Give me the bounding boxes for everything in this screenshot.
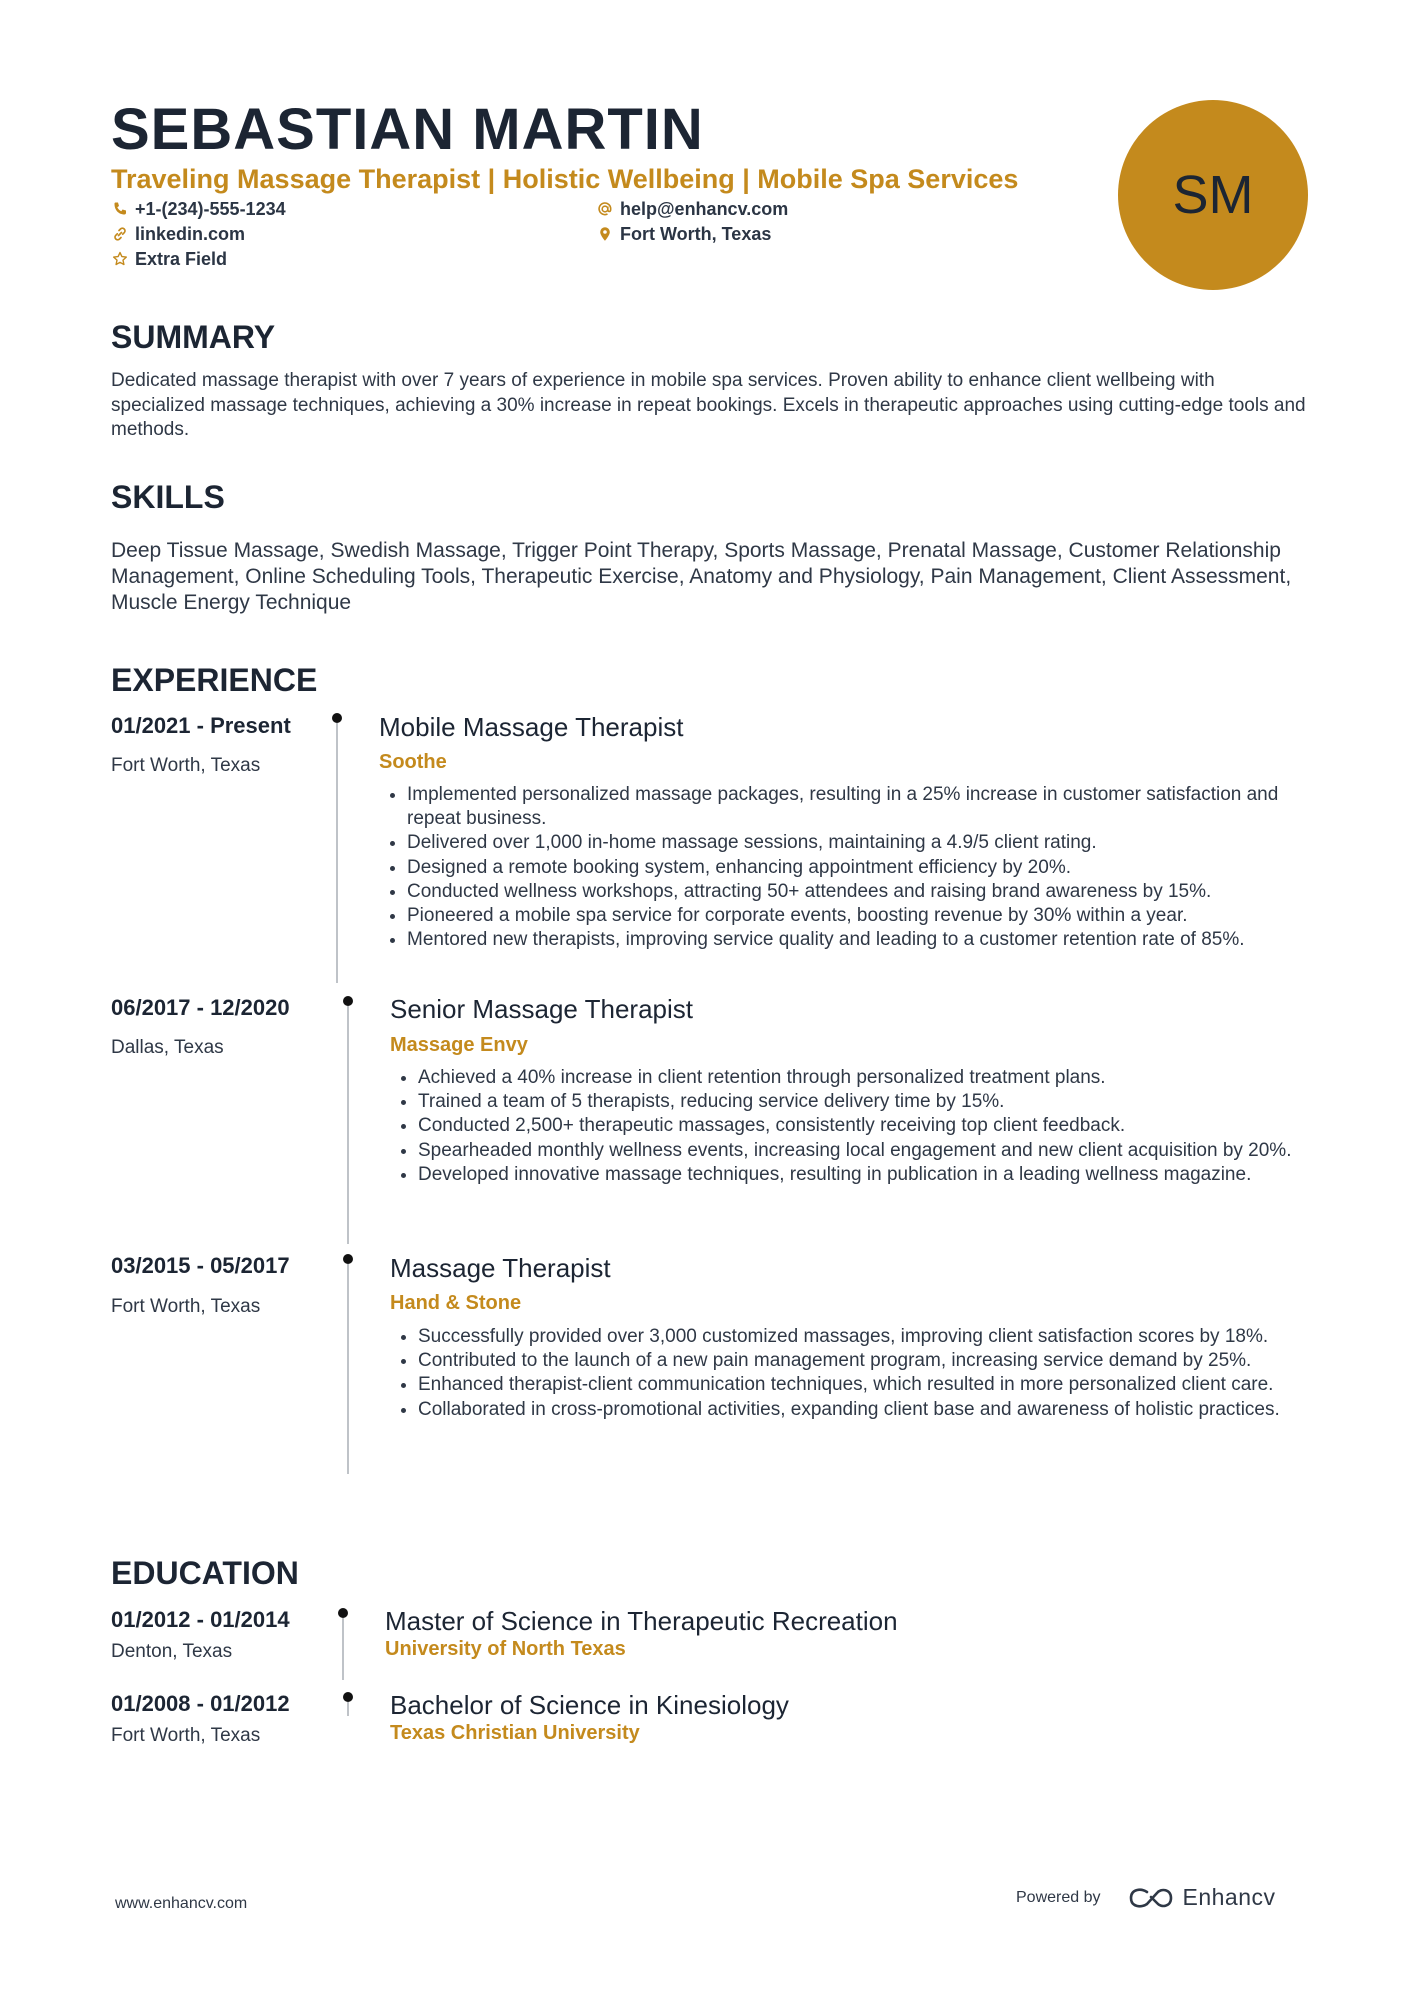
candidate-name: SEBASTIAN MARTIN [111,97,704,162]
list-item: • Achieved a 40% increase in client retention through personalized treatment plans. [418,1066,1338,1090]
list-item: • Successfully provided over 3,000 customized massages, improving client satisfaction scores by 18%. [418,1325,1338,1349]
skills-text: Deep Tissue Massage, Swedish Massage, Trigger Point Therapy, Sports Massage, Prenatal Massage, Customer Relationship Management, Online Scheduling Tools, Therapeutic Exercise, Anatomy and Physiology, Pain Management, Client Assessment, Muscle Energy Technique [111,539,1292,614]
email-text: help@enhancv.com [620,199,789,219]
education-heading: EDUCATION [111,1555,299,1591]
school-name: University of North Texas [385,1638,626,1660]
timeline-dot [338,1608,348,1618]
job-bullets [379,783,1337,952]
company-name: Massage Envy [390,1034,528,1056]
footer-branding[interactable] [1016,1884,1276,1911]
list-item: • Developed innovative massage techniques, resulting in publication in a leading wellness magazine. [418,1163,1338,1187]
job-bullets [390,1066,1338,1187]
summary-text: Dedicated massage therapist with over 7 years of experience in mobile spa services. Proven ability to enhance client wellbeing with specialized massage techniques, achieving a 30% increase in repeat bookings. Excels in therapeutic approaches using cutting-edge tools and methods. [111,370,1306,440]
timeline-dot [343,996,353,1006]
job-location: Fort Worth, Texas [111,1296,261,1317]
timeline-line [347,1702,349,1716]
job-location: Dallas, Texas [111,1037,224,1058]
list-item: • Conducted wellness workshops, attracting 50+ attendees and raising brand awareness by 15%. [407,880,1337,904]
degree-title: Bachelor of Science in Kinesiology [390,1690,789,1720]
contact-website[interactable] [111,222,245,246]
job-bullets [390,1325,1338,1422]
job-title: Massage Therapist [390,1253,611,1283]
contact-extra [111,247,227,271]
experience-heading: EXPERIENCE [111,662,318,698]
footer-website[interactable]: www.enhancv.com [115,1895,248,1912]
brand-name: Enhancv [1182,1884,1276,1910]
edu-dates: 01/2008 - 01/2012 [111,1691,290,1716]
job-location: Fort Worth, Texas [111,755,261,776]
website-text: linkedin.com [135,224,246,244]
contact-location [596,222,771,246]
timeline-dot [343,1254,353,1264]
headline: Traveling Massage Therapist | Holistic Wellbeing | Mobile Spa Services [111,164,1019,194]
extra-text: Extra Field [135,249,228,269]
company-name: Hand & Stone [390,1292,522,1314]
timeline-line [347,1006,349,1244]
location-text: Fort Worth, Texas [620,224,772,244]
enhancv-logo-icon [1127,1886,1175,1910]
job-title: Mobile Massage Therapist [379,712,684,742]
edu-dates: 01/2012 - 01/2014 [111,1607,290,1632]
edu-location: Denton, Texas [111,1641,233,1662]
timeline-dot [332,713,342,723]
powered-by-label: Powered by [1016,1888,1101,1906]
skills-heading: SKILLS [111,479,225,515]
location-pin-icon [596,225,614,243]
brand-logo [1127,1884,1276,1911]
company-name: Soothe [379,751,447,773]
avatar-initials: SM [1172,165,1254,225]
list-item: • Collaborated in cross-promotional activities, expanding client base and awareness of holistic practices. [418,1398,1338,1422]
list-item: • Implemented personalized massage packages, resulting in a 25% increase in customer satisfaction and repeat business. [407,783,1337,831]
link-icon [111,225,129,243]
at-icon [596,200,614,218]
school-name: Texas Christian University [390,1722,640,1744]
list-item: • Trained a team of 5 therapists, reducing service delivery time by 15%. [418,1090,1338,1114]
timeline-dot [343,1692,353,1702]
summary-heading: SUMMARY [111,319,276,355]
list-item: • Enhanced therapist-client communication techniques, which resulted in more personalized client care. [418,1373,1338,1397]
list-item: • Mentored new therapists, improving service quality and leading to a customer retention rate of 85%. [407,928,1337,952]
timeline-line [336,723,338,983]
list-item: • Designed a remote booking system, enhancing appointment efficiency by 20%. [407,856,1337,880]
list-item: • Pioneered a mobile spa service for corporate events, boosting revenue by 30% within a year. [407,904,1337,928]
contact-email[interactable] [596,197,788,221]
list-item: • Contributed to the launch of a new pain management program, increasing service demand by 25%. [418,1349,1338,1373]
contact-phone[interactable] [111,197,286,221]
list-item: • Delivered over 1,000 in-home massage sessions, maintaining a 4.9/5 client rating. [407,831,1337,855]
list-item: • Spearheaded monthly wellness events, increasing local engagement and new client acquisition by 20%. [418,1139,1338,1163]
job-title: Senior Massage Therapist [390,994,694,1024]
job-dates: 03/2015 - 05/2017 [111,1253,290,1278]
job-dates: 01/2021 - Present [111,713,291,738]
star-icon [111,250,129,268]
avatar [1118,100,1308,290]
degree-title: Master of Science in Therapeutic Recreation [385,1606,898,1636]
phone-icon [111,200,129,218]
timeline-line [342,1618,344,1680]
list-item: • Conducted 2,500+ therapeutic massages, consistently receiving top client feedback. [418,1114,1338,1138]
edu-location: Fort Worth, Texas [111,1725,261,1746]
timeline-line [347,1264,349,1474]
job-dates: 06/2017 - 12/2020 [111,995,290,1020]
phone-text: +1-(234)-555-1234 [135,199,286,219]
